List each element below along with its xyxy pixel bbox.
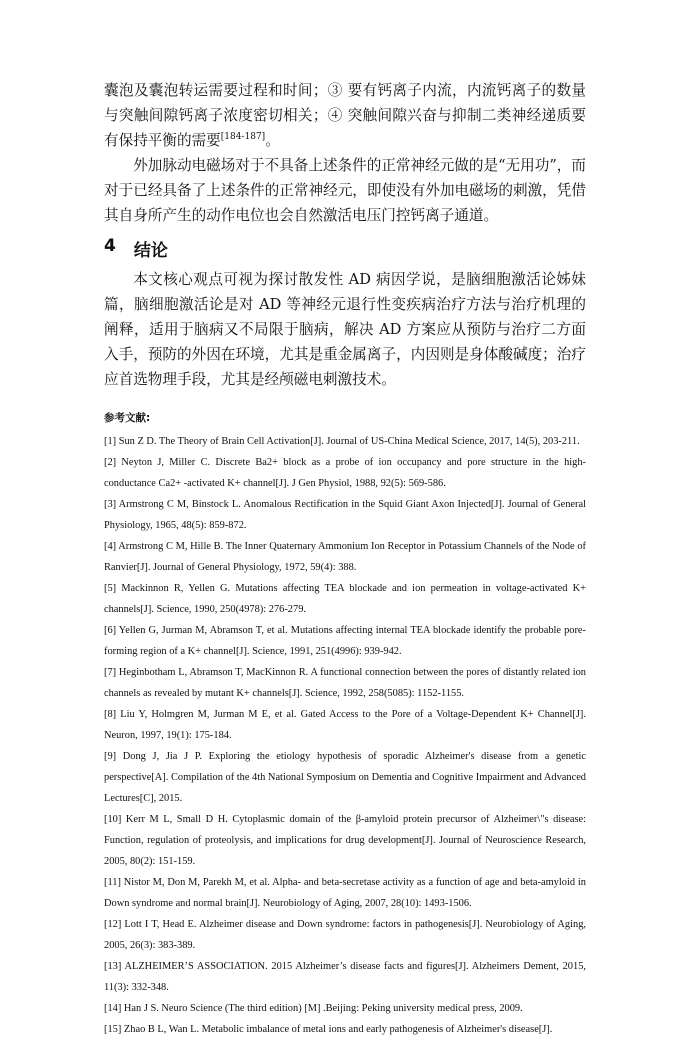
reference-item-10: [10] Kerr M L, Small D H. Cytoplasmic domain of the β-amyloid protein precursor of Alzheimer\"s disease: Function, regulation of proteolysis, and implications for drug development[J]. Journal of Neuroscience Research, 2005, 80(2): 151-159. [104, 814, 586, 867]
reference-item-11: [11] Nistor M, Don M, Parekh M, et al. Alpha- and beta-secretase activity as a function of age and beta-amyloid in Down syndrome and normal brain[J]. Neurobiology of Aging, 2007, 28(10): 1493-1506. [104, 877, 586, 909]
references-title: 参考文献: [104, 412, 151, 424]
paragraph-2: 外加脉动电磁场对于不具备上述条件的正常神经元做的是“无用功”，而对于已经具备了上述条件的正常神经元，即使没有外加电磁场的刺激，凭借其自身所产生的动作电位也会自然激活电压门控钙离子通道。 [104, 157, 586, 224]
section-title: 结论 [133, 241, 168, 261]
citation-184-187: [184-187] [220, 132, 266, 142]
section-heading-conclusion [104, 236, 586, 261]
reference-item-4: [4] Armstrong C M, Hille B. The Inner Quaternary Ammonium Ion Receptor in Potassium Channels of the Node of Ranvier[J]. Journal of General Physiology, 1972, 59(4): 388. [104, 541, 586, 573]
reference-item-1: [1] Sun Z D. The Theory of Brain Cell Activation[J]. Journal of US-China Medical Science, 2017, 14(5), 203-211. [104, 436, 580, 447]
reference-item-6: [6] Yellen G, Jurman M, Abramson T, et al. Mutations affecting internal TEA blockade identify the probable pore-forming region of a K+ channel[J]. Science, 1991, 251(4996): 939-942. [104, 625, 586, 657]
paragraph-1-text: 囊泡及囊泡转运需要过程和时间；③ 要有钙离子内流，内流钙离子的数量与突触间隙钙离子浓度密切相关；④ 突触间隙兴奋与抑制二类神经递质要有保持平衡的需要 [104, 82, 586, 149]
paragraph-3: 本文核心观点可视为探讨散发性 AD 病因学说，是脑细胞激活论姊妹篇，脑细胞激活论是对 AD 等神经元退行性变疾病治疗方法与治疗机理的阐释，适用于脑病又不局限于脑病，解决 AD 方案应从预防与治疗二方面入手，预防的外因在环境，尤其是重金属离子，内因则是身体酸碱度；治疗应首选物理手段，尤其是经颅磁电刺激技术。 [104, 271, 586, 388]
paragraph-1-end: 。 [265, 132, 280, 149]
reference-list [104, 431, 586, 1040]
reference-item-3: [3] Armstrong C M, Binstock L. Anomalous Rectification in the Squid Giant Axon Injected[J]. Journal of General Physiology, 1965, 48(5): 859-872. [104, 499, 586, 531]
section-number: 4 [104, 236, 116, 256]
reference-item-8: [8] Liu Y, Holmgren M, Jurman M E, et al. Gated Access to the Pore of a Voltage-Dependent K+ Channel[J]. Neuron, 1997, 19(1): 175-184. [104, 709, 586, 741]
reference-item-15: [15] Zhao B L, Wan L. Metabolic imbalance of metal ions and early pathogenesis of Alzheimer's disease[J]. [104, 1024, 553, 1035]
reference-item-5: [5] Mackinnon R, Yellen G. Mutations affecting TEA blockade and ion permeation in voltage-activated K+ channels[J]. Science, 1990, 250(4978): 276-279. [104, 583, 586, 615]
paragraph-1 [104, 78, 586, 153]
reference-item-9: [9] Dong J, Jia J P. Exploring the etiology hypothesis of sporadic Alzheimer's disease from a genetic perspective[A]. Compilation of the 4th National Symposium on Dementia and Cognitive Impairment and Advanced Lectures[C], 2015. [104, 751, 586, 804]
reference-item-14: [14] Han J S. Neuro Science (The third edition) [M] .Beijing: Peking university medical press, 2009. [104, 1003, 523, 1014]
reference-item-13: [13] ALZHEIMER’S ASSOCIATION. 2015 Alzheimer’s disease facts and figures[J]. Alzheimers Dement, 2015, 11(3): 332-348. [104, 961, 586, 993]
reference-item-2: [2] Neyton J, Miller C. Discrete Ba2+ block as a probe of ion occupancy and pore structure in the high-conductance Ca2+ -activated K+ channel[J]. J Gen Physiol, 1988, 92(5): 569-586. [104, 457, 586, 489]
reference-item-7: [7] Heginbotham L, Abramson T, MacKinnon R. A functional connection between the pores of distantly related ion channels as revealed by mutant K+ channels[J]. Science, 1992, 258(5085): 1152-1155. [104, 667, 586, 699]
reference-item-12: [12] Lott I T, Head E. Alzheimer disease and Down syndrome: factors in pathogenesis[J]. Neurobiology of Aging, 2005, 26(3): 383-389. [104, 919, 586, 951]
